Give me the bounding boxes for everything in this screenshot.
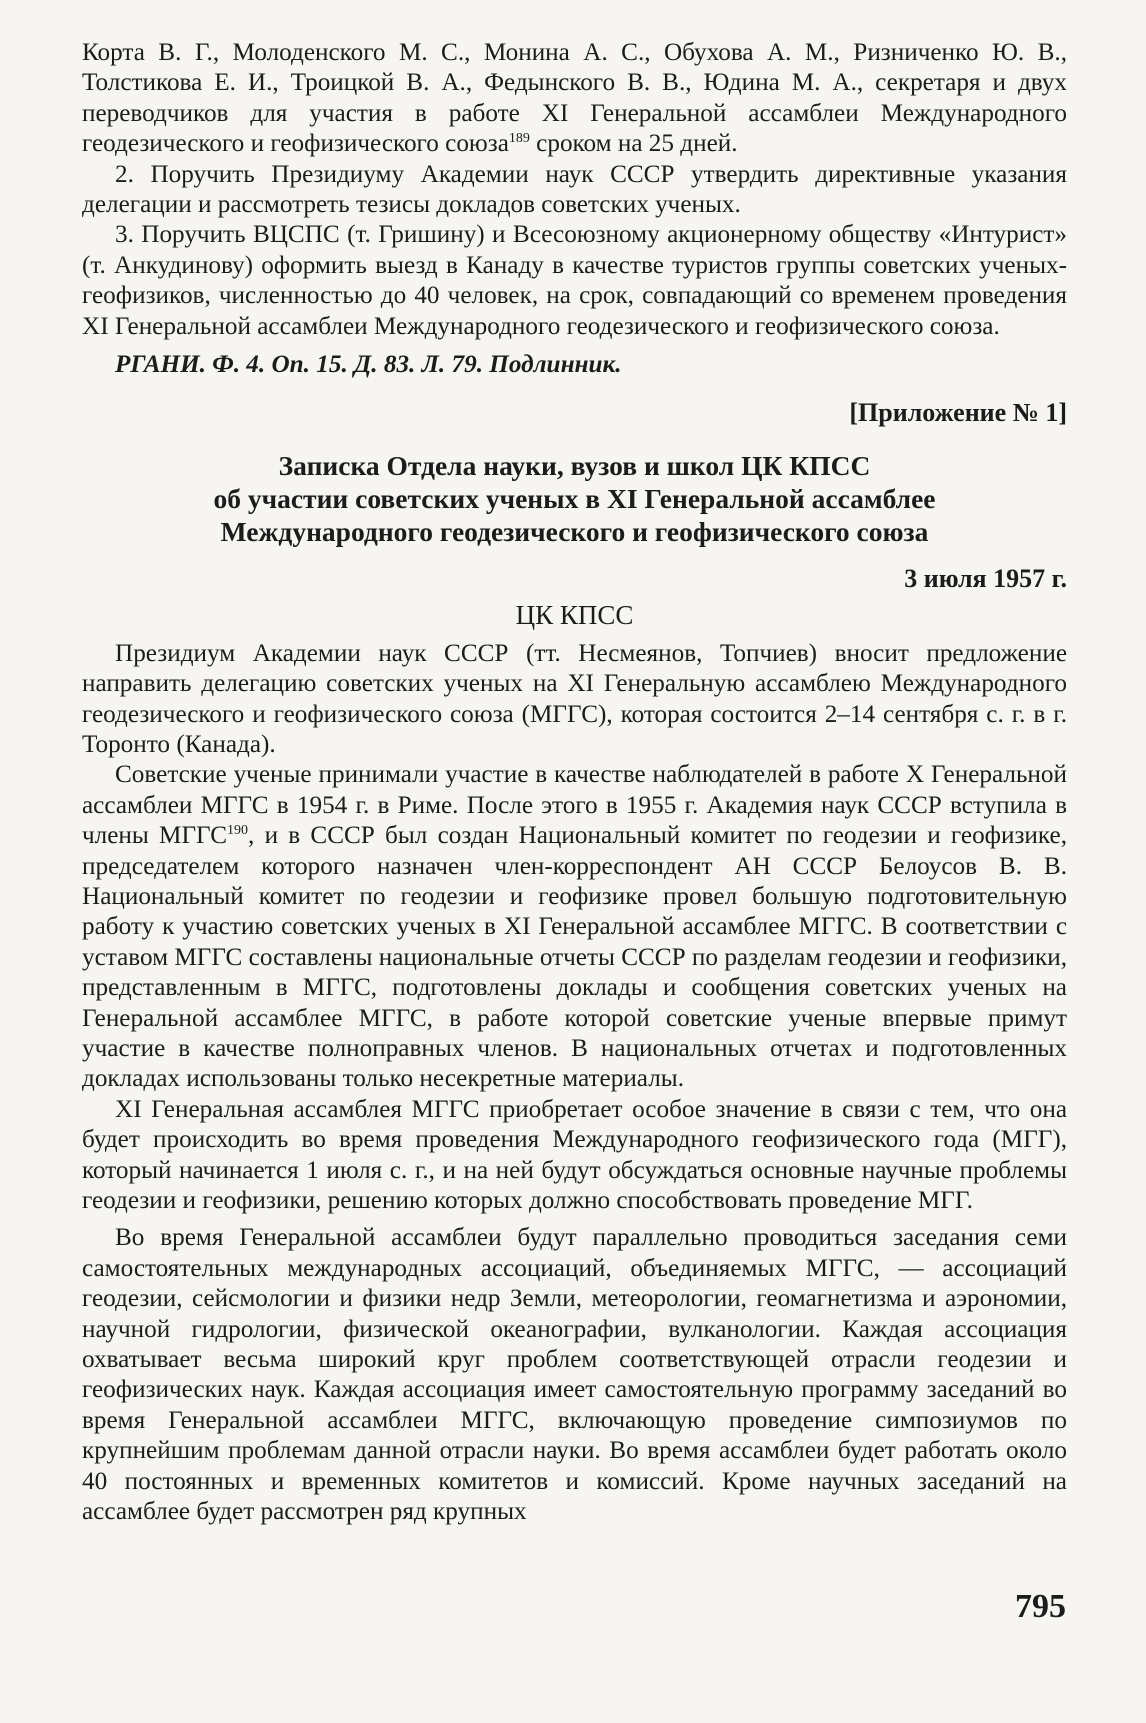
- page-number: 795: [1015, 1588, 1066, 1625]
- paragraph-item-2: 2. Поручить Президиуму Академии наук СССР утвердить директивные указания делегации и рассмотреть тезисы докладов советских ученых.: [82, 160, 1067, 219]
- document-date: 3 июля 1957 г.: [904, 563, 1067, 593]
- title-line-1: Записка Отдела науки, вузов и школ ЦК КПСС: [278, 449, 871, 481]
- body-paragraph-1: Президиум Академии наук СССР (тт. Несмеянов, Топчиев) вносит предложение направить делегацию советских ученых на XI Генеральную ассамблею Международного геодезического и геофизического союза (МГГС), которая состоится 2–14 сентября с. г. в г. Торонто (Канада).: [82, 639, 1067, 758]
- paragraph-item-3: 3. Поручить ВЦСПС (т. Гришину) и Всесоюзному акционерному обществу «Интурист» (т. Анкудинову) оформить выезд в Канаду в качестве туристов группы советских ученых-геофизиков, численностью до 40 человек, на срок, совпадающий со временем проведения XI Генеральной ассамблеи Международного геодезического и геофизического союза.: [82, 221, 1067, 340]
- addressee: ЦК КПСС: [515, 600, 634, 631]
- footnote-ref-189: 189: [508, 131, 530, 147]
- title-line-3: Международного геодезического и геофизического союза: [220, 515, 929, 547]
- body-paragraph-2: Советские ученые принимали участие в качестве наблюдателей в работе X Генеральной ассамблеи МГГС в 1954 г. в Риме. После этого в 1955 г. Академия наук СССР вступила в члены МГГС$^{190}$, и в СССР был создан Национальный комитет по геодезии и геофизике, председателем которого назначен член-корреспондент АН СССР Белоусов В. В. Национальный комитет по геодезии и геофизике провел большую подготовительную работу к участию советских ученых в XI Генеральной ассамблее МГГС. В соответствии с уставом МГГС составлены национальные отчеты СССР по разделам геодезии и геофизики, представленным в МГГС, подготовлены доклады и сообщения советских ученых на Генеральной ассамблее МГГС, в работе которой советские ученые впервые примут участие в качестве полноправных членов. В национальных отчетах и подготовленных докладах использованы только несекретные материалы.: [82, 761, 1067, 1093]
- document-title: [82, 449, 1067, 548]
- text-column: [82, 38, 1067, 1527]
- title-line-2: об участии советских ученых в XI Генеральной ассамблее: [213, 482, 936, 514]
- body-paragraph-3: XI Генеральная ассамблея МГГС приобретает особое значение в связи с тем, что она будет происходить во время проведения Международного геофизического года (МГГ), который начинается 1 июля с. г., и на ней будут обсуждаться основные научные проблемы геодезии и геофизики, решению которых должно способствовать проведение МГГ.: [82, 1095, 1067, 1214]
- footnote-ref-190: 190: [227, 823, 249, 839]
- archive-source-note: РГАНИ. Ф. 4. Оп. 15. Д. 83. Л. 79. Подлинник.: [115, 351, 622, 379]
- appendix-label: [Приложение № 1]: [849, 398, 1067, 428]
- paragraph-delegation-list: Корта В. Г., Молоденского М. С., Монина А. С., Обухова А. М., Ризниченко Ю. В., Толстикова Е. И., Троицкой В. А., Федынского В. В., Юдина М. А., секретаря и двух переводчиков для участия в работе XI Генеральной ассамблеи Международного геодезического и геофизического союза$^{189}$ сроком на 25 дней.: [82, 39, 1067, 158]
- body-paragraph-4: Во время Генеральной ассамблеи будут параллельно проводиться заседания семи самостоятельных международных ассоциаций, объединяемых МГГС, — ассоциаций геодезии, сейсмологии и физики недр Земли, метеорологии, геомагнетизма и аэрономии, научной гидрологии, физической океанографии, вулканологии. Каждая ассоциация охватывает весьма широкий круг проблем соответствующей отрасли геодезии и геофизических наук. Каждая ассоциация имеет самостоятельную программу заседаний во время Генеральной ассамблеи МГГС, включающую проведение симпозиумов по крупнейшим проблемам данной отрасли науки. Во время ассамблеи будет работать около 40 постоянных и временных комитетов и комиссий. Кроме научных заседаний на ассамблее будет рассмотрен ряд крупных: [82, 1224, 1067, 1526]
